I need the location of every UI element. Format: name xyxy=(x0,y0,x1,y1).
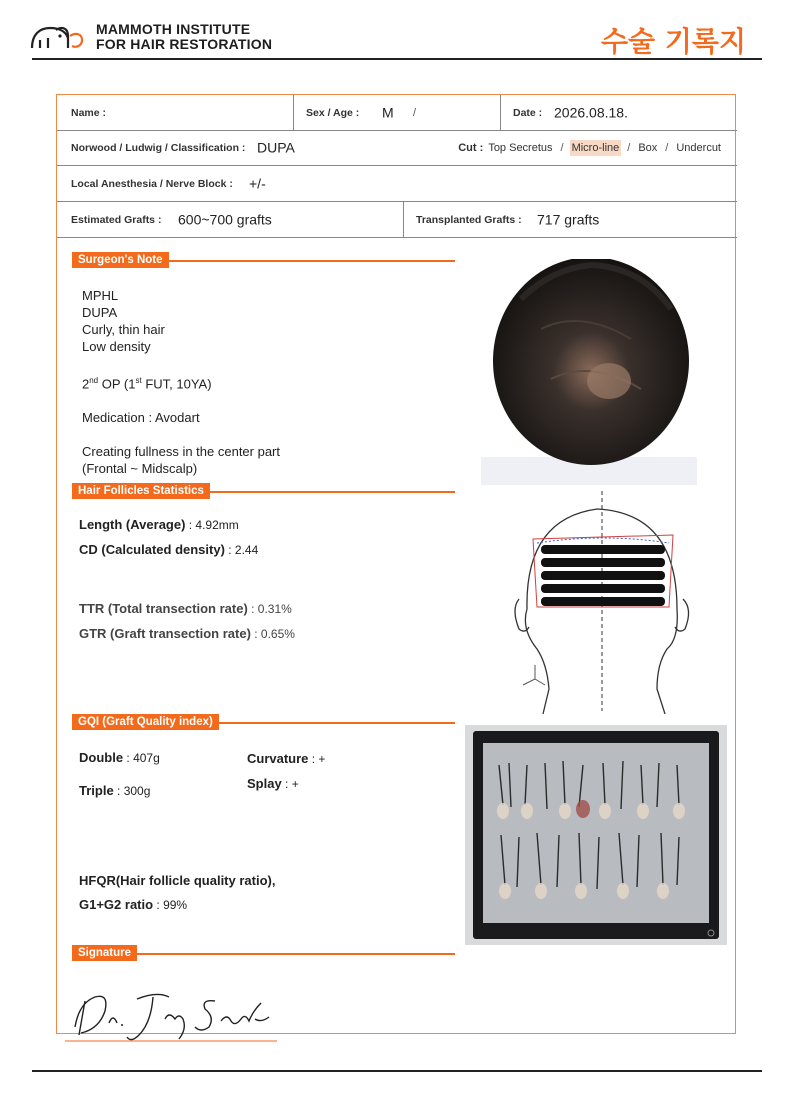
op-number: 2 xyxy=(82,376,90,392)
classification-label: Norwood / Ludwig / Classification : xyxy=(71,142,246,154)
cut-option-micro-line[interactable]: Micro-line xyxy=(571,142,620,154)
row-anesthesia xyxy=(57,166,737,202)
gqi-ratio xyxy=(79,897,187,912)
gqi-label: Curvature xyxy=(247,751,309,766)
stat-value: : 2.44 xyxy=(224,543,259,557)
gqi-label: Double xyxy=(79,750,124,765)
document-title: 수술 기록지 xyxy=(601,25,746,58)
stat-ttr xyxy=(79,601,292,616)
row-grafts xyxy=(57,202,737,238)
gqi-label: Splay xyxy=(247,776,282,791)
stat-label: CD (Calculated density) xyxy=(79,542,225,557)
brand-line-2: FOR HAIR RESTORATION xyxy=(96,36,273,52)
section-tag-follicle-stats: Hair Follicles Statistics xyxy=(72,483,210,499)
anesthesia-value[interactable]: +/- xyxy=(249,175,266,192)
estimated-grafts-value: 600~700 grafts xyxy=(178,211,272,228)
row-identity xyxy=(57,95,737,131)
section-tag-signature: Signature xyxy=(72,945,137,961)
note-line: Curly, thin hair xyxy=(82,322,165,337)
cut-option-undercut[interactable]: Undercut xyxy=(676,142,721,154)
name-label: Name : xyxy=(71,106,107,119)
head-donor-diagram xyxy=(507,489,707,714)
brand-line-1: MAMMOTH INSTITUTE xyxy=(96,21,251,37)
section-line xyxy=(167,260,455,262)
stat-label: GTR (Graft transection rate) xyxy=(79,626,251,641)
page-header xyxy=(0,0,794,62)
section-line xyxy=(219,722,455,724)
handwritten-signature xyxy=(65,983,280,1047)
gqi-label: HFQR(Hair follicle quality ratio), xyxy=(79,873,276,888)
op-text: OP (1 xyxy=(98,376,136,392)
gqi-triple xyxy=(79,783,150,798)
stat-label: Length (Average) xyxy=(79,517,186,532)
cut-label: Cut : xyxy=(458,142,484,154)
cut-separator: / xyxy=(665,142,669,154)
gqi-curvature xyxy=(247,751,325,766)
scalp-top-photo xyxy=(481,259,697,485)
op-text: FUT, 10YA) xyxy=(141,376,212,392)
transplanted-grafts-value: 717 grafts xyxy=(537,211,600,228)
date-cell[interactable] xyxy=(501,95,737,130)
sex-age-label: Sex / Age : xyxy=(306,106,360,119)
stat-length xyxy=(79,517,239,532)
note-line: MPHL xyxy=(82,288,119,303)
note-goal: (Frontal ~ Midscalp) xyxy=(82,461,198,477)
section-tag-surgeon-note: Surgeon's Note xyxy=(72,252,169,268)
transplanted-grafts-cell[interactable] xyxy=(404,202,737,237)
date-label: Date : xyxy=(513,106,543,119)
gqi-splay xyxy=(247,776,299,791)
cut-options xyxy=(458,142,723,154)
age-separator: / xyxy=(413,106,417,119)
gqi-value: : 99% xyxy=(153,898,188,912)
name-cell[interactable] xyxy=(57,95,293,130)
mammoth-logo-icon xyxy=(30,22,90,52)
sex-age-cell[interactable] xyxy=(294,95,500,130)
note-goal: Creating fullness in the center part xyxy=(82,444,280,460)
cut-separator: / xyxy=(560,142,564,154)
note-line: DUPA xyxy=(82,305,118,320)
follicle-microscope-photo xyxy=(465,725,727,945)
stat-label: TTR (Total transection rate) xyxy=(79,601,248,616)
classification-value[interactable]: DUPA xyxy=(257,139,295,156)
gqi-value: : + xyxy=(308,752,326,766)
cut-option-top-secretus[interactable]: Top Secretus xyxy=(488,142,553,154)
anesthesia-label: Local Anesthesia / Nerve Block : xyxy=(71,177,233,190)
stat-value: : 0.31% xyxy=(247,602,292,616)
gqi-value: : + xyxy=(281,777,299,791)
gqi-value: : 300g xyxy=(113,784,151,798)
stat-value: : 4.92mm xyxy=(185,518,239,532)
op-ordinal: st xyxy=(135,376,142,385)
gqi-label: Triple xyxy=(79,783,114,798)
note-medication: Medication : Avodart xyxy=(82,410,200,426)
note-line: Low density xyxy=(82,339,151,354)
section-tag-gqi: GQI (Graft Quality index) xyxy=(72,714,219,730)
gqi-label: G1+G2 ratio xyxy=(79,897,154,912)
stat-value: : 0.65% xyxy=(250,627,295,641)
cut-option-box[interactable]: Box xyxy=(638,142,658,154)
sex-value: M xyxy=(382,104,394,121)
gqi-value: : 407g xyxy=(123,751,160,765)
brand-name xyxy=(96,22,272,52)
estimated-grafts-label: Estimated Grafts : xyxy=(71,213,162,226)
section-line xyxy=(207,491,455,493)
cut-separator: / xyxy=(627,142,631,154)
row-classification xyxy=(57,131,737,166)
stat-cd xyxy=(79,542,258,557)
stat-gtr xyxy=(79,626,295,641)
date-value: 2026.08.18. xyxy=(554,104,628,121)
transplanted-grafts-label: Transplanted Grafts : xyxy=(416,213,522,226)
gqi-double xyxy=(79,750,160,765)
estimated-grafts-cell[interactable] xyxy=(57,202,403,237)
surgery-record-form xyxy=(56,94,736,1034)
section-line xyxy=(137,953,455,955)
note-operation-line xyxy=(82,372,280,392)
header-divider xyxy=(32,58,762,60)
gqi-hfqr xyxy=(79,873,275,888)
surgeon-note-body xyxy=(82,287,280,477)
op-ordinal: nd xyxy=(89,376,99,385)
footer-divider xyxy=(32,1070,762,1072)
